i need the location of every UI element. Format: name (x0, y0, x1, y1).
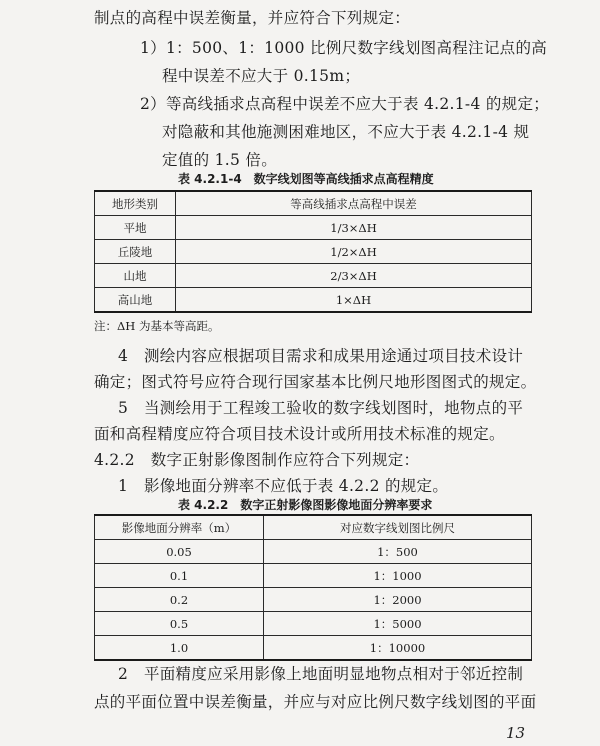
page-number: 13 (506, 724, 526, 742)
para-line-6: 1 影像地面分辨率不应低于表 4.2.2 的规定。 (118, 477, 449, 495)
table-cell: 1：500 (264, 540, 532, 564)
table-cell: 1：1000 (264, 564, 532, 588)
table-row (95, 216, 532, 240)
text-line-2: 1）1：500、1：1000 比例尺数字线划图高程注记点的高 (140, 39, 548, 57)
table1 (94, 190, 532, 313)
table-cell: 高山地 (95, 288, 176, 313)
table-cell: 1：2000 (264, 588, 532, 612)
table-cell: 山地 (95, 264, 176, 288)
table-cell: 1：10000 (264, 636, 532, 661)
table1-header-cell: 地形类别 (95, 191, 176, 216)
table-cell: 1.0 (95, 636, 264, 661)
table-row (95, 240, 532, 264)
table1-note: 注：ΔH 为基本等高距。 (94, 319, 220, 333)
text-line-1: 制点的高程中误差衡量，并应符合下列规定： (94, 9, 411, 27)
table1-header-row (95, 191, 532, 216)
table2-header-cell: 对应数字线划图比例尺 (264, 515, 532, 540)
para-line-1: 4 测绘内容应根据项目需求和成果用途通过项目技术设计 (118, 347, 524, 365)
table-cell: 0.1 (95, 564, 264, 588)
text-line-3: 程中误差不应大于 0.15m； (162, 67, 361, 85)
table-row (95, 588, 532, 612)
table-row (95, 636, 532, 661)
table-row (95, 264, 532, 288)
section-heading: 4.2.2 数字正射影像图制作应符合下列规定： (94, 451, 420, 469)
table-row (95, 564, 532, 588)
table-cell: 1/3×ΔH (176, 216, 532, 240)
table-cell: 丘陵地 (95, 240, 176, 264)
table-cell: 0.5 (95, 612, 264, 636)
tail-line-2: 点的平面位置中误差衡量，并应与对应比例尺数字线划图的平面 (94, 693, 537, 711)
text-line-4: 2）等高线插求点高程中误差不应大于表 4.2.1-4 的规定； (140, 95, 550, 113)
table-cell: 2/3×ΔH (176, 264, 532, 288)
table-row (95, 288, 532, 313)
table-cell: 平地 (95, 216, 176, 240)
table-row (95, 540, 532, 564)
table2 (94, 514, 532, 661)
table-cell: 0.2 (95, 588, 264, 612)
para-line-3: 5 当测绘用于工程竣工验收的数字线划图时，地物点的平 (118, 399, 524, 417)
table2-caption: 表 4.2.2 数字正射影像图影像地面分辨率要求 (178, 498, 433, 512)
text-line-6: 定值的 1.5 倍。 (162, 151, 278, 169)
table1-header-cell: 等高线插求点高程中误差 (176, 191, 532, 216)
tail-line-1: 2 平面精度应采用影像上地面明显地物点相对于邻近控制 (118, 665, 524, 683)
table2-header-cell: 影像地面分辨率（m） (95, 515, 264, 540)
table-cell: 1×ΔH (176, 288, 532, 313)
table-cell: 0.05 (95, 540, 264, 564)
table-row (95, 612, 532, 636)
text-line-5: 对隐蔽和其他施测困难地区，不应大于表 4.2.1-4 规 (162, 123, 530, 141)
table1-caption: 表 4.2.1-4 数字线划图等高线插求点高程精度 (178, 172, 434, 186)
table2-header-row (95, 515, 532, 540)
table-cell: 1：5000 (264, 612, 532, 636)
table-cell: 1/2×ΔH (176, 240, 532, 264)
para-line-2: 确定；图式符号应符合现行国家基本比例尺地形图图式的规定。 (94, 373, 537, 391)
para-line-4: 面和高程精度应符合项目技术设计或所用技术标准的规定。 (94, 425, 505, 443)
